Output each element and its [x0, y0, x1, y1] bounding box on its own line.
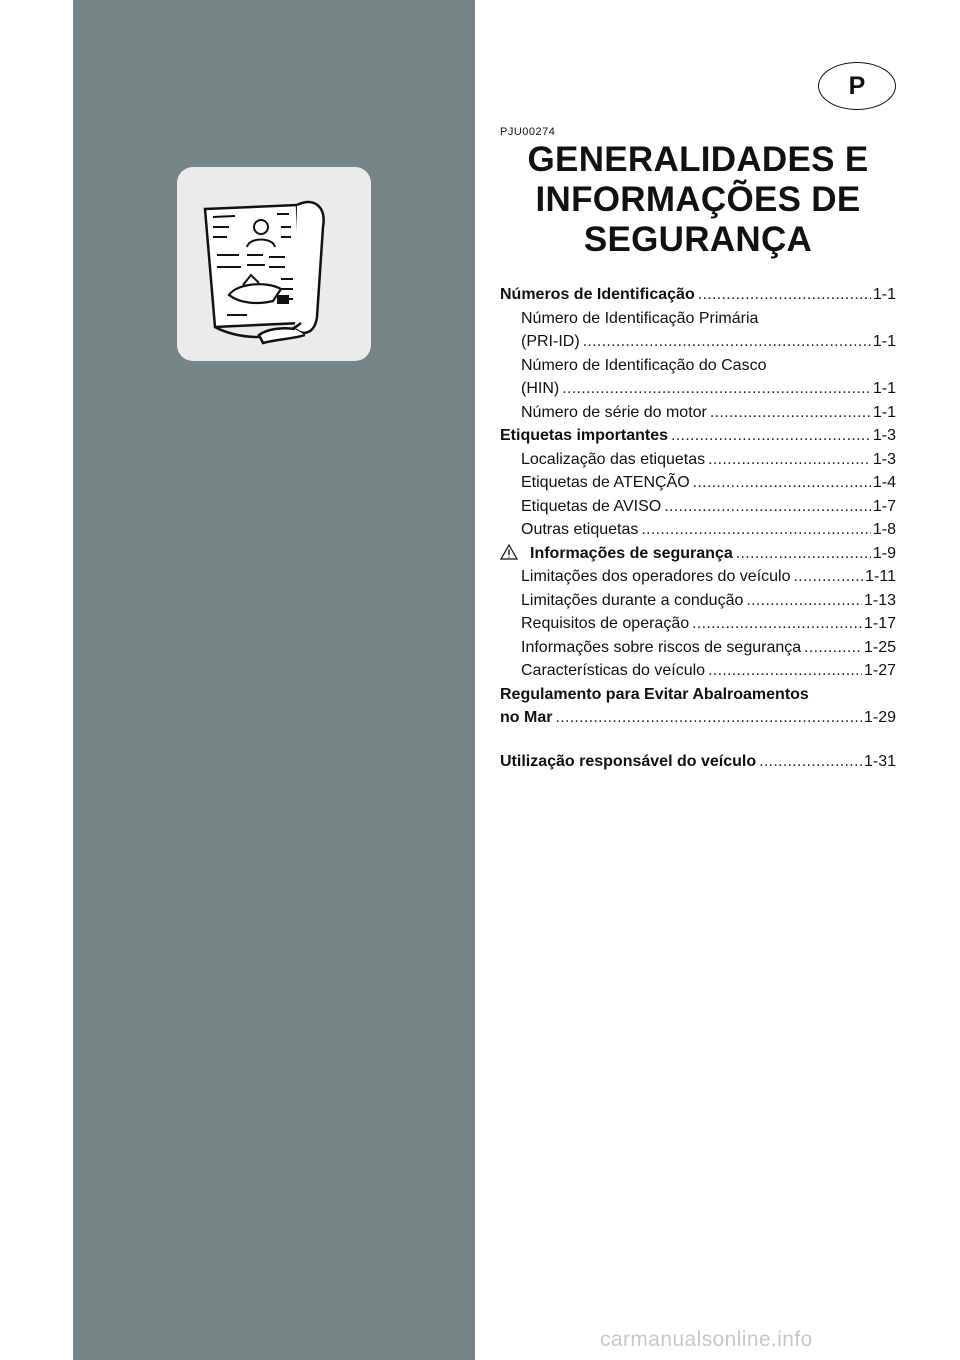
toc-entry[interactable]: [500, 448, 896, 472]
toc-entry-page: 1-1: [872, 333, 896, 350]
toc-entry[interactable]: [500, 518, 896, 542]
document-code: PJU00274: [500, 126, 556, 138]
dot-leader: [562, 377, 871, 401]
toc-entry-page: 1-3: [872, 427, 896, 444]
title-line: SEGURANÇA: [583, 220, 813, 259]
title-line: INFORMAÇÕES DE: [535, 180, 861, 219]
toc-entry-page: 1-9: [872, 544, 896, 562]
toc-entry[interactable]: [500, 330, 896, 354]
toc-entry[interactable]: [500, 495, 896, 519]
table-of-contents: [500, 283, 896, 773]
toc-entry-text: Requisitos de operação: [521, 615, 690, 632]
toc-entry-text: Informações sobre riscos de segurança: [521, 638, 802, 656]
dot-leader: [710, 401, 871, 425]
dot-leader: [804, 636, 862, 660]
toc-entry-text: Números de Identificação: [500, 286, 695, 303]
dot-leader: [708, 659, 862, 683]
toc-entry[interactable]: [500, 542, 896, 566]
toc-entry-label: [500, 706, 552, 730]
toc-entry-label: [500, 683, 809, 707]
dot-leader: [641, 518, 870, 542]
toc-entry-text: Regulamento para Evitar Abalroamentos: [500, 685, 809, 703]
toc-entry-text: (HIN): [521, 380, 560, 397]
toc-entry-label: [521, 448, 705, 472]
toc-entry-label: [521, 565, 791, 589]
language-badge: [818, 62, 896, 110]
toc-entry-page: 1-13: [863, 591, 896, 609]
toc-entry[interactable]: [500, 750, 896, 774]
toc-entry-text: Etiquetas importantes: [500, 427, 669, 444]
toc-entry-page: 1-3: [872, 450, 896, 468]
toc-entry-text: Limitações durante a condução: [521, 591, 744, 609]
dot-leader: [692, 612, 862, 636]
toc-entry-label: [521, 471, 690, 495]
toc-entry-text: Número de Identificação Primária: [521, 309, 759, 327]
toc-entry-text: Limitações dos operadores do veículo: [521, 568, 791, 585]
toc-entry[interactable]: [500, 283, 896, 307]
dot-leader: [664, 495, 871, 519]
toc-entry-label: [521, 377, 559, 401]
toc-entry-label: [521, 495, 661, 519]
owners-manual-icon: [177, 167, 371, 361]
toc-entry-label: [500, 750, 756, 774]
toc-entry[interactable]: [500, 565, 896, 589]
toc-entry-label: [521, 518, 638, 542]
toc-entry-page: 1-1: [872, 380, 896, 397]
dot-leader: [693, 471, 871, 495]
toc-entry-label: [521, 589, 743, 613]
watermark: carmanualsonline.info: [600, 1328, 813, 1351]
dot-leader: [736, 542, 871, 566]
toc-entry-text: Características do veículo: [521, 662, 706, 679]
dot-leader: [671, 424, 871, 448]
toc-entry[interactable]: [500, 659, 896, 683]
toc-entry-text: Outras etiquetas: [521, 521, 639, 538]
toc-entry[interactable]: [500, 424, 896, 448]
page-title: [500, 140, 896, 260]
toc-entry[interactable]: [500, 401, 896, 425]
toc-entry-page: 1-29: [863, 709, 896, 726]
toc-entry-page: 1-7: [872, 497, 896, 515]
toc-entry[interactable]: [500, 377, 896, 401]
toc-entry-text: (PRI-ID): [521, 333, 580, 350]
toc-entry-page: 1-1: [872, 286, 896, 303]
dot-leader: [708, 448, 871, 472]
sidebar-band: [73, 0, 475, 1360]
toc-entry[interactable]: [500, 612, 896, 636]
toc-entry-text: Localização das etiquetas: [521, 450, 706, 468]
toc-entry-page: 1-25: [863, 638, 896, 656]
toc-entry-page: 1-11: [865, 568, 896, 585]
dot-leader: [746, 589, 862, 613]
toc-entry-text: Etiquetas de AVISO: [521, 497, 662, 515]
toc-entry-text: no Mar: [500, 709, 553, 726]
toc-entry-page: 1-31: [863, 752, 896, 770]
illustration-card: [177, 167, 371, 361]
toc-entry-page: 1-8: [872, 521, 896, 538]
toc-entry-page: 1-1: [872, 403, 896, 421]
toc-entry[interactable]: [500, 636, 896, 660]
toc-entry-label: [521, 636, 801, 660]
dot-leader: [759, 750, 862, 774]
warning-triangle-icon: [500, 544, 518, 560]
toc-entry-page: 1-27: [863, 662, 896, 679]
toc-entry-label: [521, 612, 689, 636]
dot-leader: [555, 706, 862, 730]
toc-entry-label: [500, 424, 668, 448]
toc-entry-label: [521, 307, 758, 331]
toc-entry-text: Número de série do motor: [521, 403, 707, 421]
toc-entry-text: Utilização responsável do veículo: [500, 752, 757, 770]
dot-leader: [794, 565, 864, 589]
title-line: GENERALIDADES E: [527, 140, 869, 179]
toc-entry[interactable]: [500, 683, 896, 707]
toc-entry-label: [521, 330, 580, 354]
toc-entry[interactable]: [500, 589, 896, 613]
toc-entry-label: [521, 401, 707, 425]
toc-entry-page: 1-4: [872, 474, 896, 491]
toc-entry-label: [521, 659, 705, 683]
toc-entry-text: Número de Identificação do Casco: [521, 356, 767, 374]
toc-entry-text: Etiquetas de ATENÇÃO: [521, 474, 690, 491]
toc-entry[interactable]: [500, 307, 896, 331]
language-letter: P: [848, 71, 866, 100]
toc-entry[interactable]: [500, 354, 896, 378]
toc-entry[interactable]: [500, 706, 896, 730]
toc-entry-label: [500, 542, 733, 566]
toc-entry-text: Informações de segurança: [530, 544, 733, 562]
toc-entry[interactable]: [500, 471, 896, 495]
dot-leader: [583, 330, 871, 354]
toc-entry-label: [521, 354, 766, 378]
toc-entry-page: 1-17: [863, 615, 896, 632]
dot-leader: [698, 283, 871, 307]
toc-spacer: [500, 730, 896, 750]
toc-entry-label: [500, 283, 695, 307]
